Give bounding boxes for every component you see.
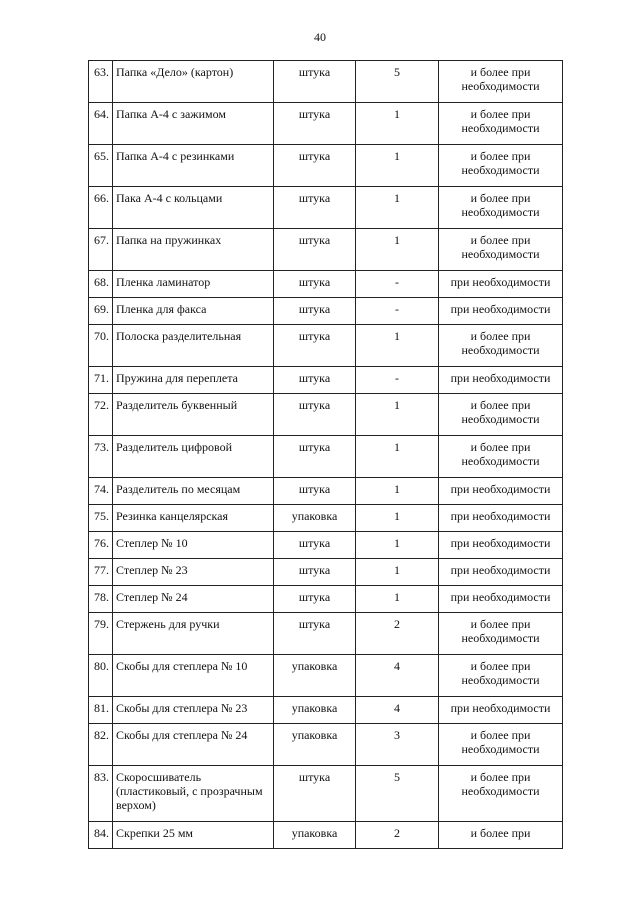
row-number: 71. xyxy=(89,367,113,394)
row-number: 63. xyxy=(89,61,113,103)
table-row xyxy=(89,478,563,505)
unit-of-measure: штука xyxy=(274,145,356,187)
item-name: Пака А-4 с кольцами xyxy=(113,187,274,229)
unit-of-measure: штука xyxy=(274,586,356,613)
table-row xyxy=(89,697,563,724)
row-number: 65. xyxy=(89,145,113,187)
quantity: - xyxy=(356,298,439,325)
quantity: 5 xyxy=(356,61,439,103)
item-name: Скоросшиватель (пластиковый, с прозрачным верхом) xyxy=(113,766,274,822)
unit-of-measure: штука xyxy=(274,367,356,394)
note: при необходимости xyxy=(439,586,563,613)
quantity: 1 xyxy=(356,394,439,436)
row-number: 75. xyxy=(89,505,113,532)
unit-of-measure: упаковка xyxy=(274,505,356,532)
item-name: Скобы для степлера № 23 xyxy=(113,697,274,724)
item-name: Резинка канцелярская xyxy=(113,505,274,532)
table-row xyxy=(89,103,563,145)
note: при необходимости xyxy=(439,271,563,298)
table-row xyxy=(89,394,563,436)
unit-of-measure: упаковка xyxy=(274,655,356,697)
note: и более при необходимости xyxy=(439,229,563,271)
table-row xyxy=(89,229,563,271)
unit-of-measure: штука xyxy=(274,298,356,325)
row-number: 77. xyxy=(89,559,113,586)
row-number: 78. xyxy=(89,586,113,613)
item-name: Пленка для факса xyxy=(113,298,274,325)
note: при необходимости xyxy=(439,697,563,724)
item-name: Разделитель цифровой xyxy=(113,436,274,478)
row-number: 69. xyxy=(89,298,113,325)
item-name: Разделитель по месяцам xyxy=(113,478,274,505)
quantity: 1 xyxy=(356,478,439,505)
item-name: Полоска разделительная xyxy=(113,325,274,367)
item-name: Папка «Дело» (картон) xyxy=(113,61,274,103)
row-number: 72. xyxy=(89,394,113,436)
table-row xyxy=(89,187,563,229)
quantity: 4 xyxy=(356,655,439,697)
row-number: 81. xyxy=(89,697,113,724)
quantity: 1 xyxy=(356,559,439,586)
page-number: 40 xyxy=(314,30,326,44)
note: при необходимости xyxy=(439,298,563,325)
item-name: Папка А-4 с резинками xyxy=(113,145,274,187)
table-row xyxy=(89,586,563,613)
quantity: 1 xyxy=(356,145,439,187)
table-row xyxy=(89,532,563,559)
item-name: Разделитель буквенный xyxy=(113,394,274,436)
unit-of-measure: штука xyxy=(274,436,356,478)
supplies-table xyxy=(88,60,563,849)
table-row xyxy=(89,367,563,394)
quantity: 1 xyxy=(356,532,439,559)
note: и более при необходимости xyxy=(439,325,563,367)
row-number: 84. xyxy=(89,822,113,849)
note: при необходимости xyxy=(439,532,563,559)
unit-of-measure: упаковка xyxy=(274,724,356,766)
note: и более при необходимости xyxy=(439,187,563,229)
item-name: Скобы для степлера № 10 xyxy=(113,655,274,697)
note: при необходимости xyxy=(439,505,563,532)
quantity: 2 xyxy=(356,613,439,655)
row-number: 79. xyxy=(89,613,113,655)
note: при необходимости xyxy=(439,478,563,505)
table-row xyxy=(89,145,563,187)
quantity: 1 xyxy=(356,187,439,229)
table-row xyxy=(89,822,563,849)
item-name: Скобы для степлера № 24 xyxy=(113,724,274,766)
quantity: 1 xyxy=(356,586,439,613)
unit-of-measure: штука xyxy=(274,271,356,298)
unit-of-measure: штука xyxy=(274,559,356,586)
item-name: Папка А-4 с зажимом xyxy=(113,103,274,145)
unit-of-measure: штука xyxy=(274,478,356,505)
note: и более при необходимости xyxy=(439,61,563,103)
quantity: 2 xyxy=(356,822,439,849)
quantity: - xyxy=(356,367,439,394)
unit-of-measure: штука xyxy=(274,103,356,145)
note: и более при необходимости xyxy=(439,613,563,655)
unit-of-measure: штука xyxy=(274,61,356,103)
unit-of-measure: штука xyxy=(274,325,356,367)
quantity: 1 xyxy=(356,436,439,478)
note: и более при необходимости xyxy=(439,436,563,478)
table-row xyxy=(89,655,563,697)
quantity: 5 xyxy=(356,766,439,822)
quantity: 1 xyxy=(356,325,439,367)
item-name: Пружина для переплета xyxy=(113,367,274,394)
note: и более при xyxy=(439,822,563,849)
row-number: 82. xyxy=(89,724,113,766)
table-row xyxy=(89,61,563,103)
unit-of-measure: штука xyxy=(274,766,356,822)
row-number: 73. xyxy=(89,436,113,478)
quantity: 1 xyxy=(356,505,439,532)
quantity: 3 xyxy=(356,724,439,766)
note: и более при необходимости xyxy=(439,145,563,187)
item-name: Степлер № 10 xyxy=(113,532,274,559)
unit-of-measure: штука xyxy=(274,229,356,271)
table-row xyxy=(89,325,563,367)
row-number: 76. xyxy=(89,532,113,559)
note: при необходимости xyxy=(439,559,563,586)
quantity: - xyxy=(356,271,439,298)
item-name: Степлер № 24 xyxy=(113,586,274,613)
table-row xyxy=(89,559,563,586)
table-row xyxy=(89,724,563,766)
row-number: 80. xyxy=(89,655,113,697)
row-number: 83. xyxy=(89,766,113,822)
row-number: 70. xyxy=(89,325,113,367)
unit-of-measure: штука xyxy=(274,613,356,655)
quantity: 1 xyxy=(356,103,439,145)
item-name: Скрепки 25 мм xyxy=(113,822,274,849)
row-number: 74. xyxy=(89,478,113,505)
table-row xyxy=(89,766,563,822)
note: и более при необходимости xyxy=(439,103,563,145)
table-row xyxy=(89,505,563,532)
item-name: Степлер № 23 xyxy=(113,559,274,586)
note: и более при необходимости xyxy=(439,766,563,822)
note: и более при необходимости xyxy=(439,655,563,697)
table-row xyxy=(89,271,563,298)
row-number: 68. xyxy=(89,271,113,298)
unit-of-measure: штука xyxy=(274,187,356,229)
table-row xyxy=(89,613,563,655)
note: при необходимости xyxy=(439,367,563,394)
unit-of-measure: упаковка xyxy=(274,697,356,724)
unit-of-measure: штука xyxy=(274,532,356,559)
row-number: 64. xyxy=(89,103,113,145)
note: и более при необходимости xyxy=(439,724,563,766)
table-row xyxy=(89,298,563,325)
quantity: 4 xyxy=(356,697,439,724)
note: и более при необходимости xyxy=(439,394,563,436)
unit-of-measure: упаковка xyxy=(274,822,356,849)
table-row xyxy=(89,436,563,478)
row-number: 66. xyxy=(89,187,113,229)
item-name: Пленка ламинатор xyxy=(113,271,274,298)
item-name: Стержень для ручки xyxy=(113,613,274,655)
item-name: Папка на пружинках xyxy=(113,229,274,271)
quantity: 1 xyxy=(356,229,439,271)
unit-of-measure: штука xyxy=(274,394,356,436)
row-number: 67. xyxy=(89,229,113,271)
